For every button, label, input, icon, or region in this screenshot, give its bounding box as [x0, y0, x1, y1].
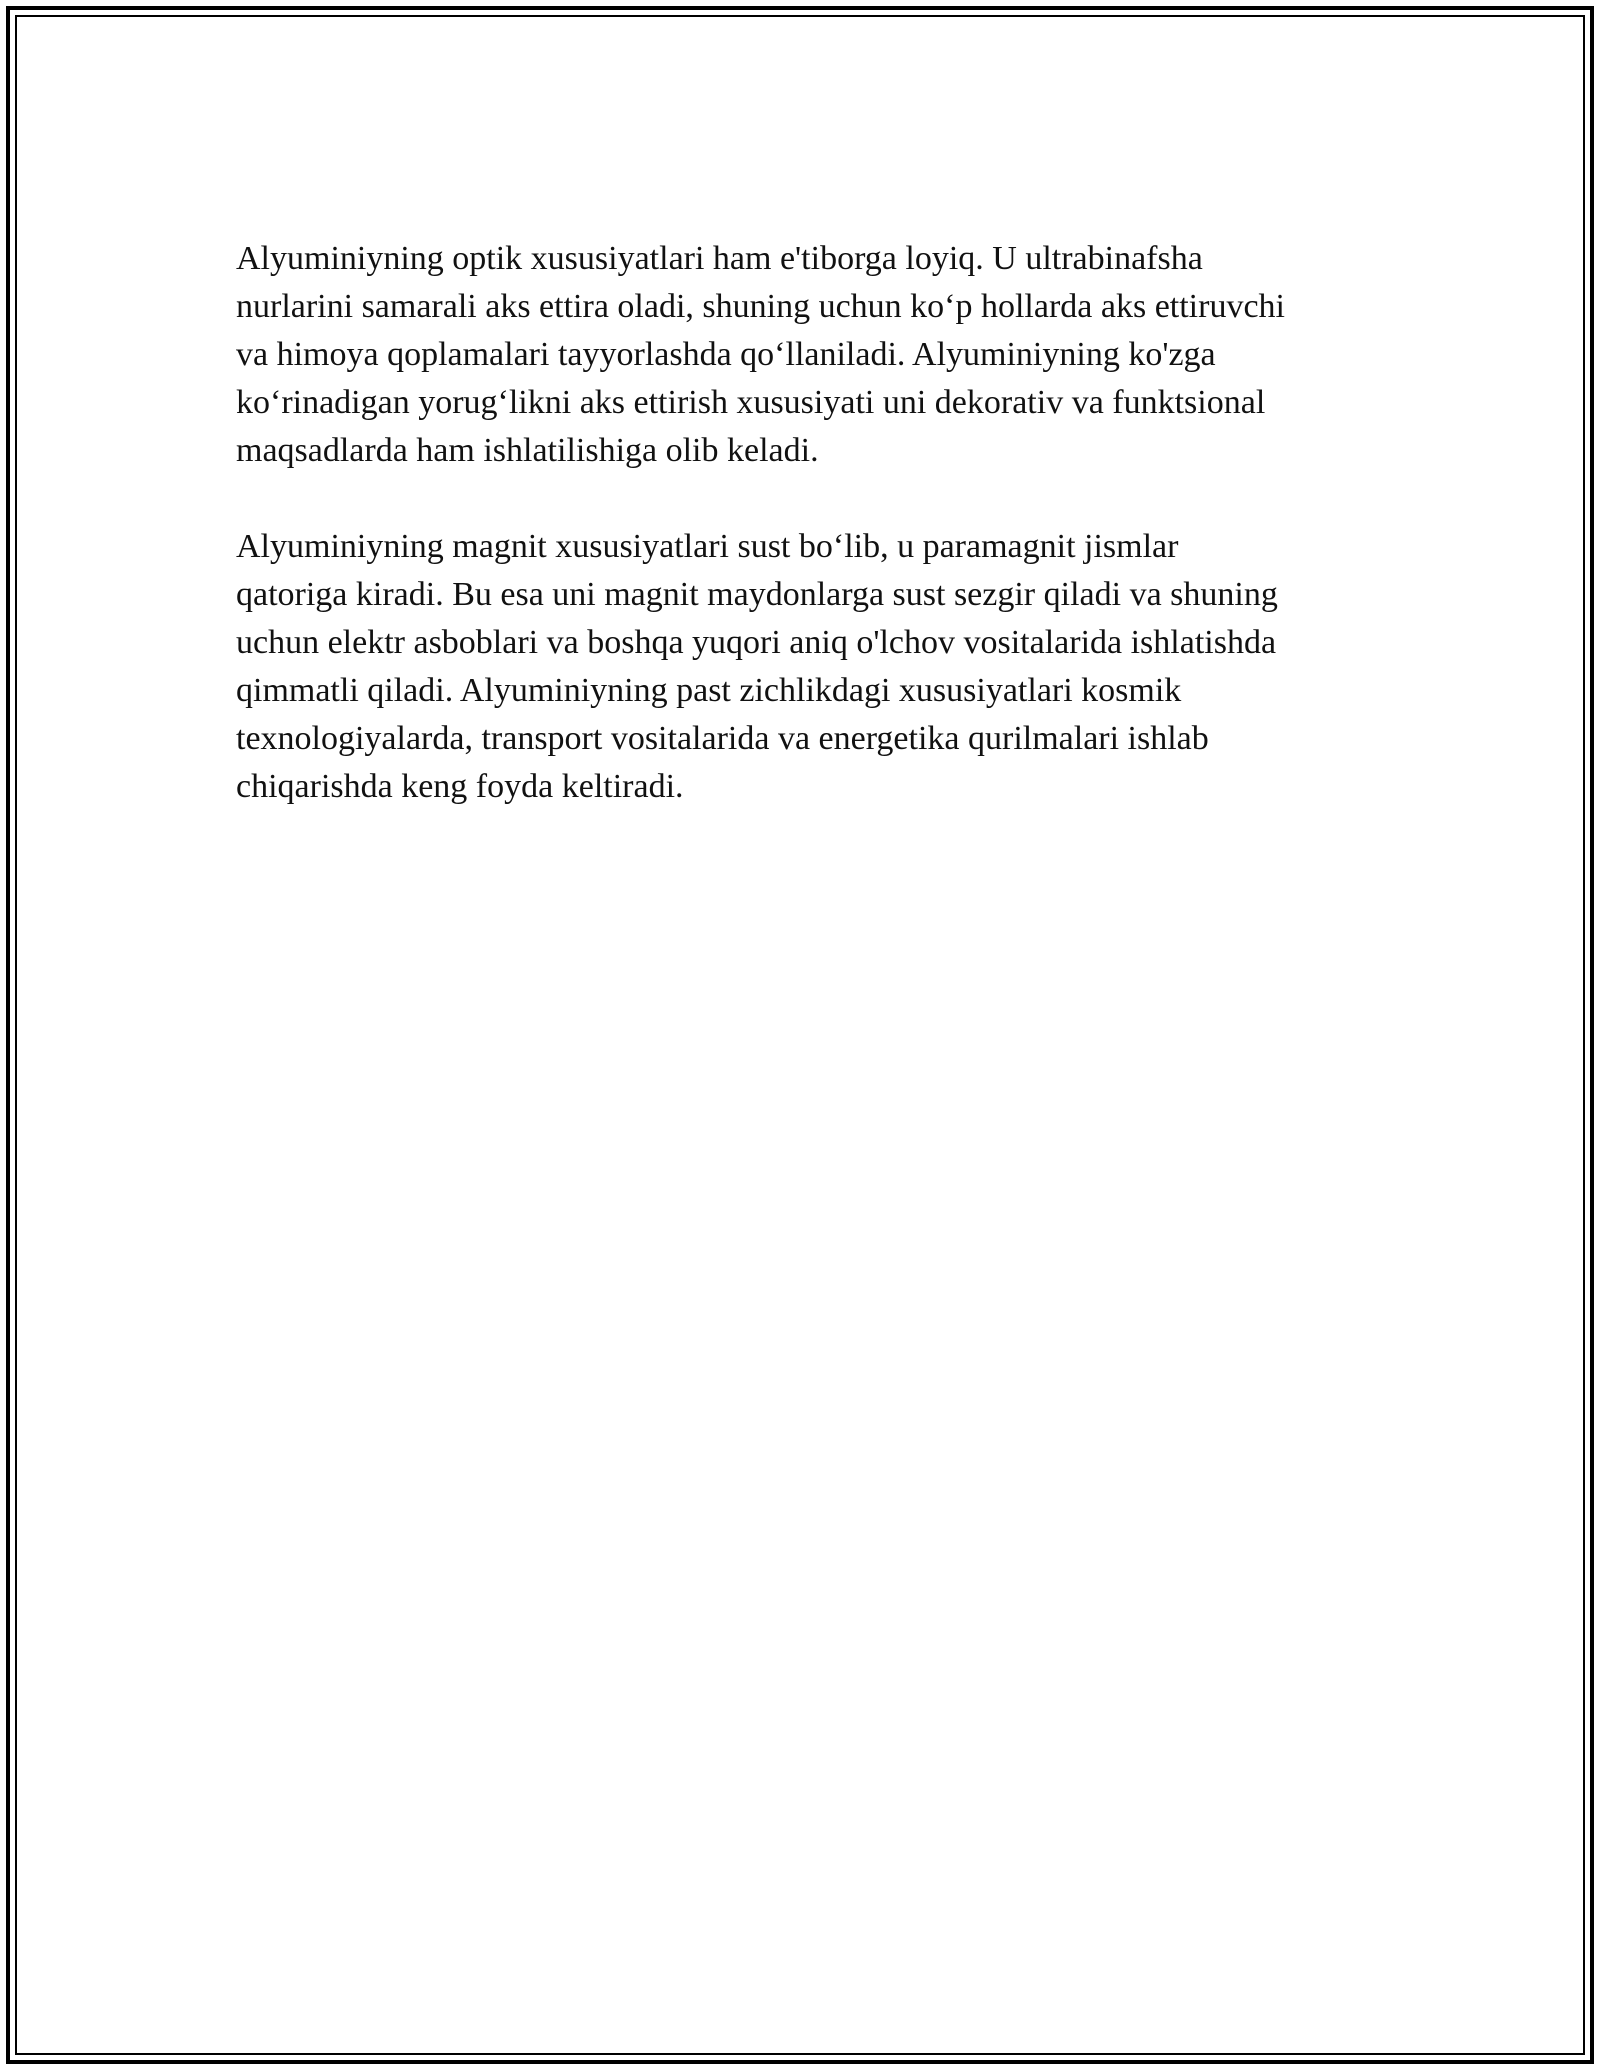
- text-line: qimmatli qiladi. Alyuminiyning past zichlikdagi xususiyatlari kosmik: [236, 672, 1182, 709]
- text-line: Alyuminiyning optik xususiyatlari ham e'tiborga loyiq. U ultrabinafsha: [236, 240, 1203, 277]
- document-body: [236, 235, 1376, 859]
- text-line: texnologiyalarda, transport vositalarida va energetika qurilmalari ishlab: [236, 720, 1209, 757]
- text-line: uchun elektr asboblari va boshqa yuqori aniq o'lchov vositalarida ishlatishda: [236, 624, 1277, 661]
- text-line: nurlarini samarali aks ettira oladi, shuning uchun koʻp hollarda aks ettiruvchi: [236, 288, 1285, 325]
- text-line: chiqarishda keng foyda keltiradi.: [236, 768, 684, 805]
- paragraph-optical-properties: [236, 235, 1376, 475]
- text-line: qatoriga kiradi. Bu esa uni magnit maydonlarga sust sezgir qiladi va shuning: [236, 576, 1278, 613]
- paragraph-magnetic-properties: [236, 523, 1376, 811]
- text-line: va himoya qoplamalari tayyorlashda qoʻllaniladi. Alyuminiyning ko'zga: [236, 336, 1216, 373]
- text-line: koʻrinadigan yorugʻlikni aks ettirish xususiyati uni dekorativ va funktsional: [236, 384, 1266, 421]
- text-line: Alyuminiyning magnit xususiyatlari sust boʻlib, u paramagnit jismlar: [236, 528, 1179, 565]
- text-line: maqsadlarda ham ishlatilishiga olib keladi.: [236, 432, 819, 469]
